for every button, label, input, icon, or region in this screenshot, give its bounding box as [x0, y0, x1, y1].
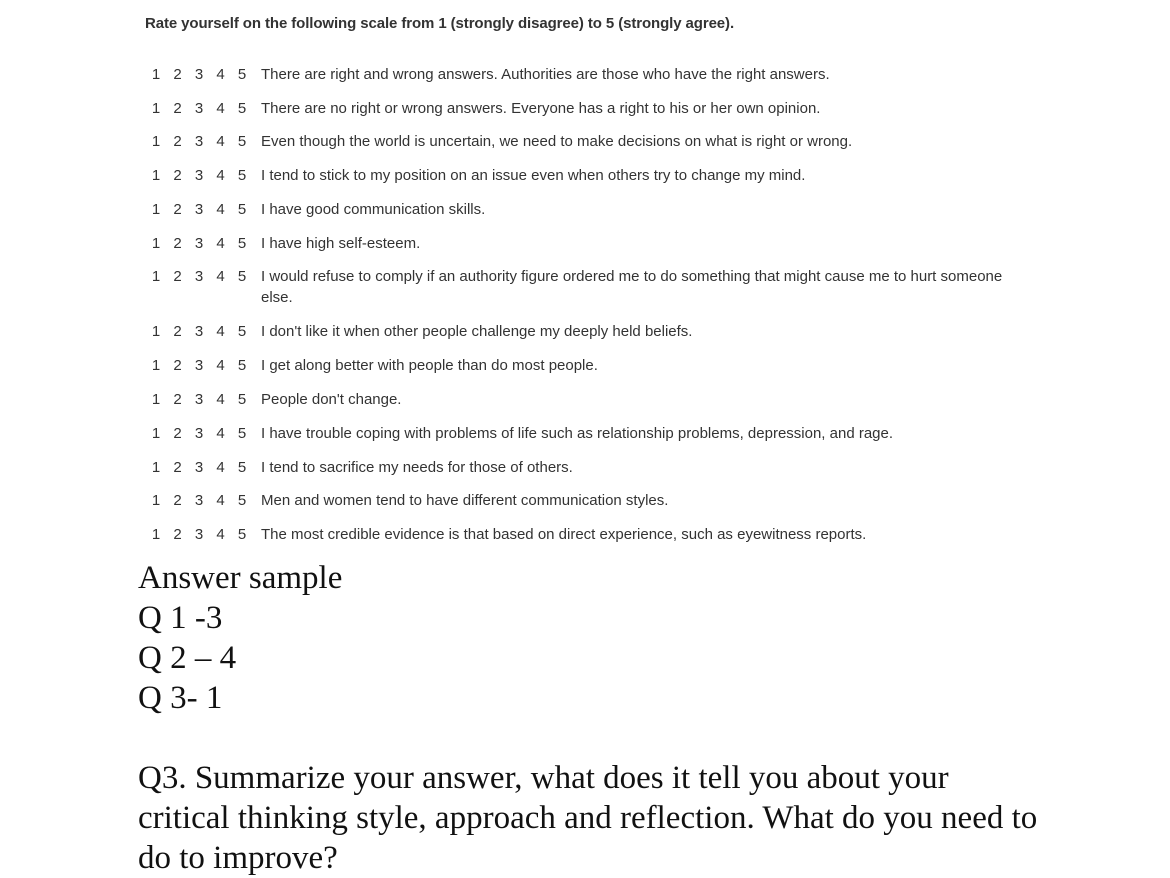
- rating-option-4: 4: [216, 391, 225, 408]
- rating-option-2: 2: [173, 526, 182, 543]
- rating-option-4: 4: [216, 357, 225, 374]
- rating-option-3: 3: [194, 167, 204, 184]
- rating-scale: [150, 457, 254, 478]
- rating-option-5: 5: [237, 66, 247, 83]
- rating-scale: [150, 266, 254, 287]
- answer-sample-heading: Answer sample: [138, 560, 343, 596]
- rating-option-4: 4: [216, 167, 225, 184]
- rating-option-5: 5: [237, 391, 247, 408]
- rating-scale: [150, 355, 254, 376]
- survey-statement: There are right and wrong answers. Authorities are those who have the right answers.: [261, 66, 830, 83]
- rating-option-5: 5: [237, 323, 247, 340]
- rating-option-3: 3: [194, 66, 204, 83]
- survey-statement: Men and women tend to have different communication styles.: [261, 492, 669, 509]
- rating-option-3: 3: [194, 323, 204, 340]
- answer-line: Q 1 -3: [138, 600, 223, 636]
- rating-option-5: 5: [237, 167, 247, 184]
- rating-option-1: 1: [151, 391, 161, 408]
- rating-option-1: 1: [151, 459, 161, 476]
- survey-statement: There are no right or wrong answers. Everyone has a right to his or her own opinion.: [261, 100, 821, 117]
- survey-statement: I would refuse to comply if an authority figure ordered me to do something that might cause me to hurt someone else.: [261, 268, 1003, 306]
- rating-option-2: 2: [173, 492, 182, 509]
- rating-scale: [150, 524, 254, 545]
- rating-option-3: 3: [194, 133, 204, 150]
- rating-option-2: 2: [173, 391, 182, 408]
- rating-option-2: 2: [173, 167, 182, 184]
- rating-option-4: 4: [216, 268, 225, 285]
- survey-statement: I have good communication skills.: [261, 201, 486, 218]
- rating-scale: [150, 98, 254, 119]
- rating-option-3: 3: [194, 526, 204, 543]
- rating-option-1: 1: [151, 323, 161, 340]
- rating-option-3: 3: [194, 268, 204, 285]
- rating-option-1: 1: [151, 167, 161, 184]
- rating-option-4: 4: [216, 66, 225, 83]
- rating-scale: [150, 321, 254, 342]
- rating-option-1: 1: [151, 526, 161, 543]
- rating-option-4: 4: [216, 235, 225, 252]
- rating-option-3: 3: [194, 425, 204, 442]
- rating-scale: [150, 233, 254, 254]
- rating-option-1: 1: [151, 100, 161, 117]
- rating-option-4: 4: [216, 526, 225, 543]
- rating-option-5: 5: [237, 235, 247, 252]
- rating-scale: [150, 165, 254, 186]
- instructions-text: Rate yourself on the following scale from 1 (strongly disagree) to 5 (strongly agree).: [145, 15, 735, 32]
- rating-scale: [150, 423, 254, 444]
- survey-statement: I tend to stick to my position on an issue even when others try to change my mind.: [261, 167, 806, 184]
- rating-option-5: 5: [237, 425, 247, 442]
- rating-option-3: 3: [194, 100, 204, 117]
- rating-option-3: 3: [194, 235, 204, 252]
- rating-option-5: 5: [237, 526, 247, 543]
- rating-option-2: 2: [173, 201, 182, 218]
- rating-scale: [150, 64, 254, 85]
- rating-option-5: 5: [237, 357, 247, 374]
- answer-line: Q 2 – 4: [138, 640, 237, 676]
- survey-statement: I tend to sacrifice my needs for those of others.: [261, 459, 573, 476]
- rating-option-1: 1: [151, 268, 161, 285]
- rating-option-5: 5: [237, 268, 247, 285]
- rating-option-3: 3: [194, 201, 204, 218]
- rating-option-5: 5: [237, 201, 247, 218]
- rating-option-1: 1: [151, 492, 161, 509]
- survey-statement: I get along better with people than do most people.: [261, 357, 598, 374]
- rating-option-2: 2: [173, 268, 182, 285]
- survey-statement: I don't like it when other people challenge my deeply held beliefs.: [261, 323, 693, 340]
- rating-option-3: 3: [194, 357, 204, 374]
- rating-option-4: 4: [216, 133, 225, 150]
- rating-option-2: 2: [173, 425, 182, 442]
- rating-option-2: 2: [173, 235, 182, 252]
- rating-option-2: 2: [173, 459, 182, 476]
- rating-option-1: 1: [151, 357, 161, 374]
- rating-option-1: 1: [151, 66, 161, 83]
- rating-option-1: 1: [151, 425, 161, 442]
- rating-option-1: 1: [151, 201, 161, 218]
- rating-option-4: 4: [216, 459, 225, 476]
- rating-option-2: 2: [173, 323, 182, 340]
- rating-option-5: 5: [237, 133, 247, 150]
- rating-option-2: 2: [173, 66, 182, 83]
- rating-option-3: 3: [194, 492, 204, 509]
- reflection-question: Q3. Summarize your answer, what does it tell you about your critical thinking style, approach and reflection. What do you need to do to improve?: [138, 760, 1038, 876]
- rating-scale: [150, 131, 254, 152]
- survey-statement: Even though the world is uncertain, we need to make decisions on what is right or wrong.: [261, 133, 853, 150]
- rating-option-4: 4: [216, 323, 225, 340]
- rating-scale: [150, 199, 254, 220]
- rating-option-4: 4: [216, 100, 225, 117]
- rating-scale: [150, 389, 254, 410]
- answer-line: Q 3- 1: [138, 680, 223, 716]
- rating-option-2: 2: [173, 133, 182, 150]
- survey-statement: I have high self-esteem.: [261, 235, 421, 252]
- survey-statement: People don't change.: [261, 391, 402, 408]
- rating-option-3: 3: [194, 459, 204, 476]
- rating-option-5: 5: [237, 492, 247, 509]
- rating-option-3: 3: [194, 391, 204, 408]
- rating-option-2: 2: [173, 357, 182, 374]
- rating-option-1: 1: [151, 235, 161, 252]
- rating-scale: [150, 490, 254, 511]
- survey-statement: I have trouble coping with problems of life such as relationship problems, depression, and rage.: [261, 425, 894, 442]
- rating-option-5: 5: [237, 459, 247, 476]
- rating-option-1: 1: [151, 133, 161, 150]
- rating-option-2: 2: [173, 100, 182, 117]
- rating-option-4: 4: [216, 201, 225, 218]
- rating-option-4: 4: [216, 425, 225, 442]
- survey-statement: The most credible evidence is that based on direct experience, such as eyewitness reports.: [261, 526, 867, 543]
- rating-option-5: 5: [237, 100, 247, 117]
- rating-option-4: 4: [216, 492, 225, 509]
